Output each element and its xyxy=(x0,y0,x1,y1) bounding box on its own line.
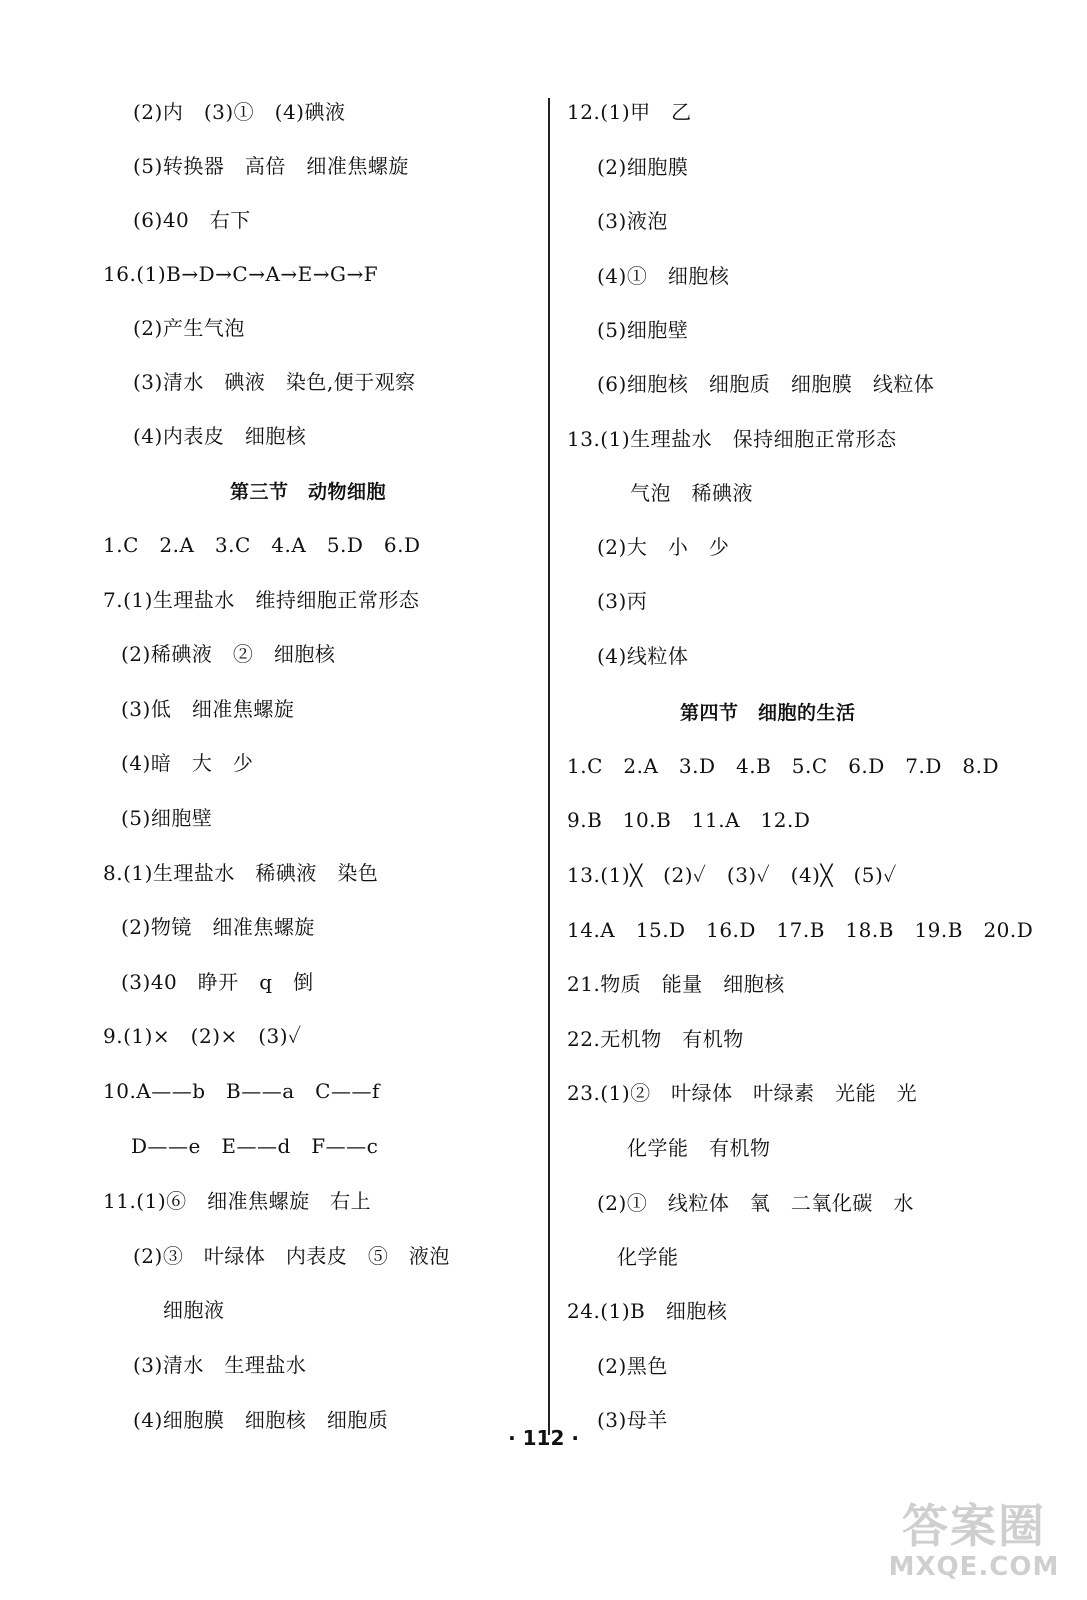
answer-line: 11.(1)⑥ 细准焦螺旋 右上 xyxy=(103,1189,372,1213)
answer-line: 23.(1)② 叶绿体 叶绿素 光能 光 xyxy=(567,1081,918,1105)
answer-line: (6)40 右下 xyxy=(133,208,251,232)
answer-line: (2)稀碘液 ② 细胞核 xyxy=(121,642,336,666)
answer-line: (3)清水 碘液 染色,便于观察 xyxy=(133,370,416,394)
answer-line: 9.(1)× (2)× (3)✓ xyxy=(103,1024,302,1048)
answer-line: 13.(1)生理盐水 保持细胞正常形态 xyxy=(567,427,897,451)
answer-line: (5)细胞壁 xyxy=(597,318,689,342)
answer-line: (2)黑色 xyxy=(597,1354,668,1378)
answer-line: 7.(1)生理盐水 维持细胞正常形态 xyxy=(103,588,420,612)
answer-line: 1.C 2.A 3.D 4.B 5.C 6.D 7.D 8.D xyxy=(567,754,1000,778)
answer-line: (4)暗 大 少 xyxy=(121,751,254,775)
page-number: · 112 · xyxy=(508,1426,579,1450)
answer-line: (4)线粒体 xyxy=(597,644,689,668)
section-heading: 第四节 细胞的生活 xyxy=(680,702,856,724)
answer-line: 22.无机物 有机物 xyxy=(567,1027,744,1051)
answer-line: 9.B 10.B 11.A 12.D xyxy=(567,808,811,832)
answer-line: (2)③ 叶绿体 内表皮 ⑤ 液泡 xyxy=(133,1244,450,1268)
answer-line: (4)① 细胞核 xyxy=(597,264,730,288)
answer-line: (4)细胞膜 细胞核 细胞质 xyxy=(133,1408,389,1432)
answer-line: (2)物镜 细准焦螺旋 xyxy=(121,915,315,939)
answer-line: (3)低 细准焦螺旋 xyxy=(121,697,295,721)
answer-line: (5)细胞壁 xyxy=(121,806,213,830)
answer-line: (2)大 小 少 xyxy=(597,535,730,559)
answer-line: 16.(1)B→D→C→A→E→G→F xyxy=(103,262,379,286)
answer-line: (4)内表皮 细胞核 xyxy=(133,424,307,448)
answer-line: (3)清水 生理盐水 xyxy=(133,1353,307,1377)
answer-line: 化学能 xyxy=(617,1245,679,1269)
watermark-title: 答案圈 xyxy=(902,1499,1046,1553)
answer-line: (3)40 睁开 q 倒 xyxy=(121,970,314,994)
answer-line: 14.A 15.D 16.D 17.B 18.B 19.B 20.D xyxy=(567,918,1034,942)
answer-line: 10.A——b B——a C——f xyxy=(103,1079,380,1103)
answer-line: (3)母羊 xyxy=(597,1408,668,1432)
answer-line: D——e E——d F——c xyxy=(131,1134,379,1158)
answer-line: 21.物质 能量 细胞核 xyxy=(567,972,785,996)
answer-line: (2)细胞膜 xyxy=(597,155,689,179)
column-divider xyxy=(548,98,550,658)
answer-line: 细胞液 xyxy=(163,1298,225,1322)
answer-line: (2)① 线粒体 氧 二氧化碳 水 xyxy=(597,1191,914,1215)
answer-line: 气泡 稀碘液 xyxy=(630,481,753,505)
answer-line: (3)液泡 xyxy=(597,209,668,233)
answer-line: 1.C 2.A 3.C 4.A 5.D 6.D xyxy=(103,533,421,557)
column-divider xyxy=(548,655,550,1435)
answer-line: (6)细胞核 细胞质 细胞膜 线粒体 xyxy=(597,372,935,396)
section-heading: 第三节 动物细胞 xyxy=(230,481,387,503)
answer-line: 12.(1)甲 乙 xyxy=(567,100,692,124)
answer-line: (5)转换器 高倍 细准焦螺旋 xyxy=(133,154,409,178)
answer-line: (2)内 (3)① (4)碘液 xyxy=(133,100,346,124)
answer-line: (2)产生气泡 xyxy=(133,316,245,340)
answer-line: 13.(1)╳ (2)✓ (3)✓ (4)╳ (5)✓ xyxy=(567,863,897,887)
watermark-logo xyxy=(879,1500,1069,1590)
answer-line: 8.(1)生理盐水 稀碘液 染色 xyxy=(103,861,379,885)
answer-line: 化学能 有机物 xyxy=(627,1136,771,1160)
watermark-url: MXQE.COM xyxy=(888,1552,1060,1582)
answer-line: (3)丙 xyxy=(597,589,648,613)
answer-line: 24.(1)B 细胞核 xyxy=(567,1299,728,1323)
